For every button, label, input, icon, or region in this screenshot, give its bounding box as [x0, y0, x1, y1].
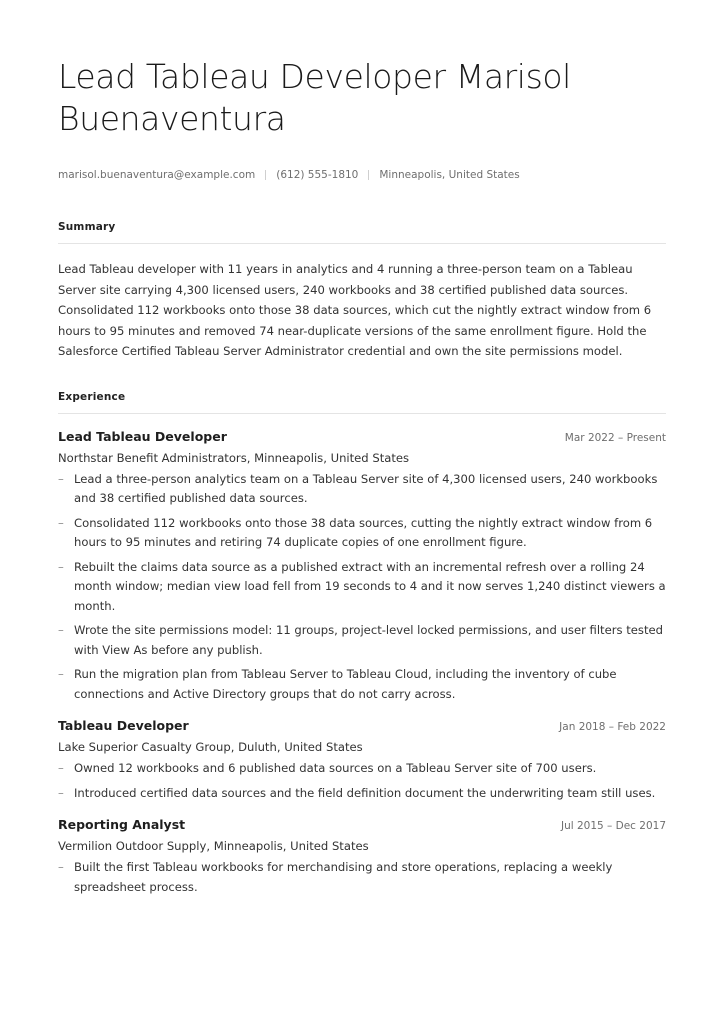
- job-bullets: [58, 759, 666, 803]
- bullet-text: Lead a three-person analytics team on a Tableau Server site of 4,300 licensed users, 240 workbooks and 38 certified published data sources.: [74, 471, 658, 505]
- job-title: Reporting Analyst: [58, 817, 186, 832]
- dash-icon: –: [58, 761, 64, 775]
- dash-icon: –: [58, 785, 64, 800]
- job-company: Northstar Benefit Administrators, Minneapolis, United States: [58, 450, 410, 465]
- contact-divider: [368, 170, 369, 180]
- contact-line: [58, 167, 666, 183]
- summary-heading: Summary: [58, 221, 116, 233]
- summary-section: [58, 221, 666, 362]
- job-header: [58, 817, 666, 836]
- bullet-item: [58, 558, 666, 617]
- section-divider: [58, 243, 666, 244]
- bullet-text: Built the first Tableau workbooks for merchandising and store operations, replacing a weekly spreadsheet process.: [74, 860, 613, 894]
- bullet-text: Rebuilt the claims data source as a published extract with an incremental refresh over a rolling 24 month window; median view load fell from 19 seconds to 4 and it now serves 1,240 distinct viewers a month.: [74, 559, 666, 613]
- bullet-item: [58, 784, 666, 804]
- location-text: Minneapolis, United States: [379, 169, 520, 181]
- job-dates: Mar 2022 – Present: [564, 431, 666, 444]
- job-entry: [58, 429, 666, 705]
- bullet-item: [58, 858, 666, 897]
- job-entry: [58, 718, 666, 803]
- summary-text: Lead Tableau developer with 11 years in analytics and 4 running a three-person team on a Tableau Server site carrying 4,300 licensed users, 240 workbooks and 38 certified published data sources. Consolidated 112 workbooks onto those 38 data sources, which cut the nightly extract window from 6 hours to 95 minutes and removed 74 near-duplicate versions of the same enrollment figure. Hold the Salesforce Certified Tableau Server Administrator credential and own the site permissions model.: [58, 262, 652, 358]
- section-divider: [58, 413, 666, 414]
- phone-text: (612) 555-1810: [276, 169, 359, 181]
- bullet-item: [58, 759, 666, 779]
- job-header: [58, 718, 666, 737]
- contact-divider: [265, 170, 266, 180]
- experience-section: [58, 391, 666, 898]
- bullet-item: [58, 514, 666, 553]
- job-company: Vermilion Outdoor Supply, Minneapolis, United States: [58, 839, 369, 853]
- job-title: Lead Tableau Developer: [58, 428, 227, 444]
- job-entry: [58, 817, 666, 897]
- dash-icon: –: [58, 623, 64, 637]
- bullet-text: Run the migration plan from Tableau Server to Tableau Cloud, including the inventory of cube connections and Active Directory groups that do not carry across.: [74, 667, 617, 701]
- job-bullets: [58, 858, 666, 897]
- bullet-text: Introduced certified data sources and the field definition document the underwriting team still uses.: [74, 785, 656, 800]
- bullet-item: [58, 621, 666, 660]
- dash-icon: –: [58, 860, 64, 874]
- job-bullets: [58, 470, 666, 705]
- bullet-text: Consolidated 112 workbooks onto those 38 data sources, cutting the nightly extract window from 6 hours to 95 minutes and retiring 74 duplicate copies of one enrollment figure.: [74, 515, 653, 549]
- bullet-item: [58, 470, 666, 509]
- job-title: Tableau Developer: [58, 718, 189, 733]
- page-title: Lead Tableau Developer Marisol Buenaventura: [58, 57, 571, 138]
- dash-icon: –: [58, 471, 64, 486]
- job-dates: Jan 2018 – Feb 2022: [559, 721, 666, 733]
- dash-icon: –: [58, 667, 64, 681]
- bullet-item: [58, 665, 666, 704]
- dash-icon: –: [58, 515, 64, 530]
- bullet-text: Wrote the site permissions model: 11 groups, project-level locked permissions, and user filters tested with View As before any publish.: [74, 623, 663, 657]
- job-dates: Jul 2015 – Dec 2017: [560, 820, 666, 832]
- dash-icon: –: [58, 559, 64, 574]
- job-header: [58, 429, 666, 448]
- email-text: marisol.buenaventura@example.com: [58, 169, 256, 181]
- job-company: Lake Superior Casualty Group, Duluth, United States: [58, 740, 363, 754]
- bullet-text: Owned 12 workbooks and 6 published data sources on a Tableau Server site of 700 users.: [74, 761, 597, 775]
- experience-heading: Experience: [58, 390, 126, 403]
